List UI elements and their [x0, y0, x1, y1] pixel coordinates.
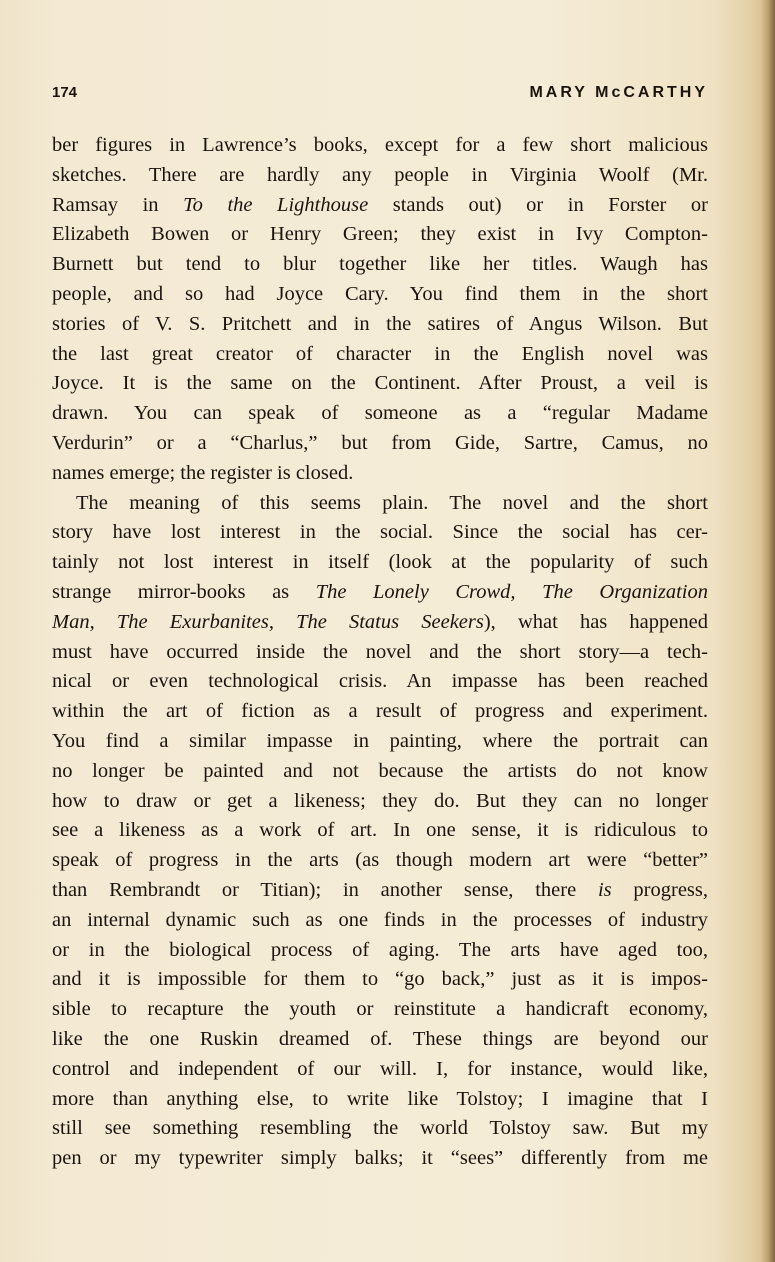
- text-line: [52, 161, 708, 191]
- text-segment: Elizabeth Bowen or Henry Green; they exist in Ivy Compton-: [52, 223, 708, 246]
- text-line: [52, 1025, 708, 1055]
- text-line: [52, 489, 708, 519]
- text-line: [52, 995, 708, 1025]
- text-segment: progress,: [611, 878, 708, 901]
- italic-title: The Lonely Crowd, The Organization: [315, 580, 708, 603]
- text-segment: like the one Ruskin dreamed of. These things are beyond our: [52, 1027, 708, 1050]
- text-line: [52, 220, 708, 250]
- text-line: [52, 906, 708, 936]
- page-edge-shadow: [761, 0, 775, 1262]
- text-line: [52, 310, 708, 340]
- text-line: [52, 1085, 708, 1115]
- text-segment: Burnett but tend to blur together like her titles. Waugh has: [52, 253, 708, 276]
- text-segment: sketches. There are hardly any people in Virginia Woolf (Mr.: [52, 163, 708, 186]
- text-segment: control and independent of our will. I, for instance, would like,: [52, 1057, 708, 1080]
- text-line: [52, 638, 708, 668]
- running-head: [52, 84, 708, 110]
- text-segment: the last great creator of character in the English novel was: [52, 342, 708, 365]
- text-segment: or in the biological process of aging. The arts have aged too,: [52, 938, 708, 961]
- text-line: [52, 250, 708, 280]
- text-line: [52, 548, 708, 578]
- text-line: [52, 1055, 708, 1085]
- text-segment: people, and so had Joyce Cary. You find them in the short: [52, 282, 708, 305]
- text-line: [52, 727, 708, 757]
- text-line: [52, 667, 708, 697]
- text-line: [52, 697, 708, 727]
- text-segment: must have occurred inside the novel and the short story—a tech-: [52, 640, 708, 663]
- text-line: [52, 578, 708, 608]
- text-line: [52, 965, 708, 995]
- running-title: MARY McCARTHY: [529, 84, 708, 101]
- text-line: [52, 191, 708, 221]
- text-segment: within the art of fiction as a result of progress and experiment.: [52, 700, 708, 723]
- page-number: 174: [52, 84, 78, 101]
- text-segment: sible to recapture the youth or reinstitute a handicraft economy,: [52, 998, 708, 1021]
- text-line: [52, 429, 708, 459]
- text-line: [52, 280, 708, 310]
- italic-title: Man, The Exurbanites, The Status Seekers: [52, 610, 484, 633]
- text-line: [52, 518, 708, 548]
- text-segment: still see something resembling the world Tolstoy saw. But my: [52, 1117, 708, 1140]
- text-segment: ), what has happened: [483, 610, 708, 633]
- text-segment: ber figures in Lawrence’s books, except for a few short malicious: [52, 134, 708, 156]
- text-line: [52, 340, 708, 370]
- text-line: [52, 876, 708, 906]
- text-segment: speak of progress in the arts (as though modern art were “better”: [52, 849, 708, 872]
- text-segment: names emerge; the register is closed.: [52, 461, 354, 484]
- text-line: [52, 787, 708, 817]
- text-line: [52, 936, 708, 966]
- text-segment: pen or my typewriter simply balks; it “sees” differently from me: [52, 1147, 708, 1170]
- text-segment: no longer be painted and not because the artists do not know: [52, 759, 708, 782]
- text-segment: stories of V. S. Pritchett and in the satires of Angus Wilson. But: [52, 312, 708, 335]
- text-line: [52, 816, 708, 846]
- text-segment: Ramsay in: [52, 193, 184, 216]
- italic-title: is: [597, 878, 612, 901]
- text-segment: how to draw or get a likeness; they do. But they can no longer: [52, 789, 708, 812]
- text-segment: Verdurin” or a “Charlus,” but from Gide, Sartre, Camus, no: [52, 431, 708, 454]
- text-line: [52, 459, 708, 489]
- text-segment: Joyce. It is the same on the Continent. After Proust, a veil is: [52, 372, 708, 395]
- text-segment: see a likeness as a work of art. In one sense, it is ridiculous to: [52, 819, 708, 842]
- text-segment: more than anything else, to write like Tolstoy; I imagine that I: [52, 1087, 708, 1110]
- text-segment: story have lost interest in the social. Since the social has cer-: [52, 521, 708, 544]
- text-segment: strange mirror-books as: [52, 580, 316, 603]
- text-segment: tainly not lost interest in itself (look at the popularity of such: [52, 551, 708, 574]
- text-line: [52, 399, 708, 429]
- text-line: [52, 369, 708, 399]
- text-segment: nical or even technological crisis. An impasse has been reached: [52, 670, 708, 693]
- text-segment: You find a similar impasse in painting, where the portrait can: [52, 729, 708, 752]
- text-line: [52, 131, 708, 161]
- text-segment: The meaning of this seems plain. The novel and the short: [76, 491, 708, 514]
- text-line: [52, 1114, 708, 1144]
- text-line: [52, 1144, 708, 1174]
- italic-title: To the Lighthouse: [183, 193, 369, 216]
- text-segment: stands out) or in Forster or: [368, 193, 708, 216]
- text-segment: and it is impossible for them to “go back,” just as it is impos-: [52, 968, 708, 991]
- text-segment: an internal dynamic such as one finds in the processes of industry: [52, 908, 708, 931]
- text-line: [52, 608, 708, 638]
- text-segment: drawn. You can speak of someone as a “regular Madame: [52, 402, 708, 425]
- text-line: [52, 757, 708, 787]
- text-line: [52, 846, 708, 876]
- body-text: [52, 131, 708, 1174]
- text-segment: than Rembrandt or Titian); in another sense, there: [52, 878, 598, 901]
